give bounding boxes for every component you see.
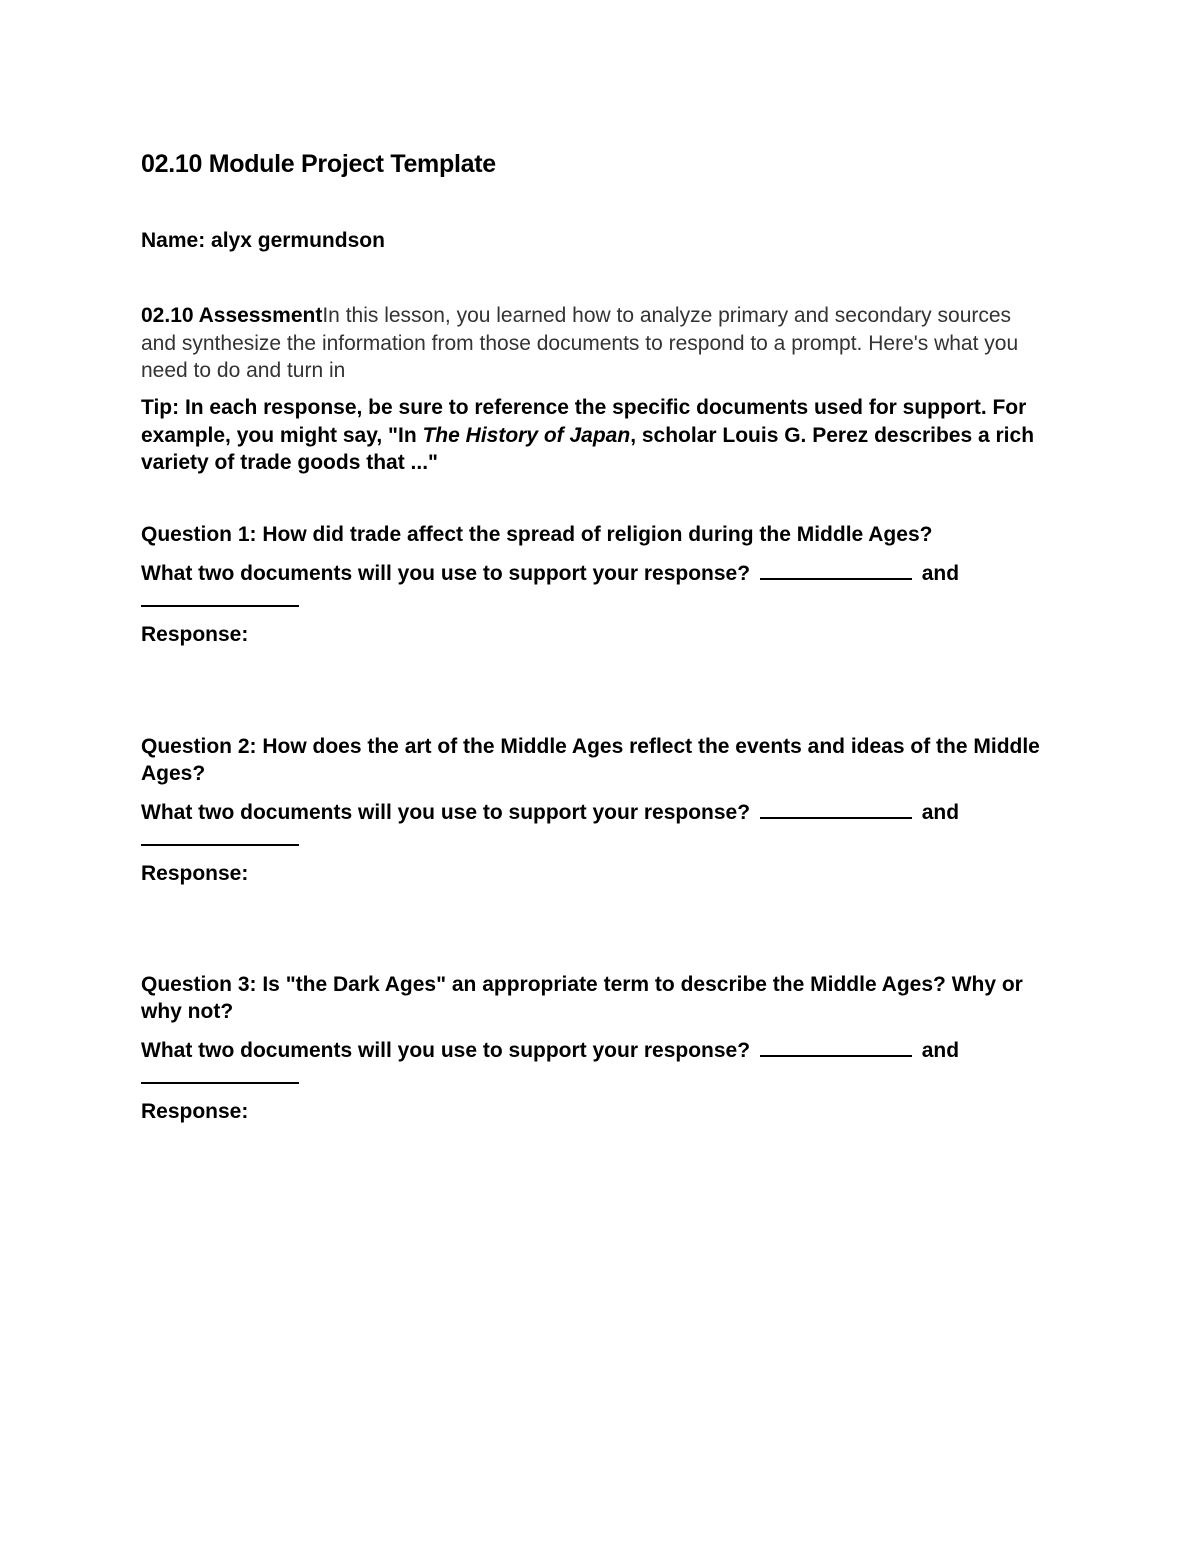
question-1-text: Question 1: How did trade affect the spread of religion during the Middle Ages? bbox=[141, 523, 933, 546]
docs-prompt: What two documents will you use to support your response? bbox=[141, 562, 751, 585]
and-word: and bbox=[921, 562, 960, 585]
question-2-block bbox=[141, 733, 1051, 887]
student-name: alyx germundson bbox=[211, 229, 385, 252]
document-blank-1[interactable] bbox=[760, 558, 912, 580]
tip-book-title: The History of Japan bbox=[422, 423, 631, 447]
name-label: Name: bbox=[141, 229, 206, 252]
question-3-block bbox=[141, 971, 1051, 1125]
question-1-block bbox=[141, 521, 1051, 648]
and-word: and bbox=[921, 801, 960, 824]
tip-paragraph bbox=[141, 394, 1041, 477]
document-blank-2[interactable] bbox=[141, 844, 299, 846]
assessment-heading: 02.10 Assessment bbox=[141, 304, 323, 327]
and-word: and bbox=[921, 1039, 960, 1062]
response-label: Response: bbox=[141, 623, 249, 646]
docs-prompt: What two documents will you use to support your response? bbox=[141, 801, 751, 824]
question-2-text: Question 2: How does the art of the Middle Ages reflect the events and ideas of the Middle Ages? bbox=[141, 735, 1040, 785]
response-label: Response: bbox=[141, 1100, 249, 1123]
assessment-text: In this lesson, you learned how to analyze primary and secondary sources and synthesize the information from those documents to respond to a prompt. Here's what you need to do and turn in bbox=[141, 304, 1019, 382]
question-3-docs-line bbox=[141, 1035, 1051, 1064]
response-label: Response: bbox=[141, 862, 249, 885]
student-name-line bbox=[141, 229, 385, 253]
tip-text-start: Tip: In each response, be sure to reference the specific documents used for support. For example, you might say, "In bbox=[141, 396, 1027, 447]
assessment-paragraph bbox=[141, 302, 1041, 385]
question-2-docs-line bbox=[141, 797, 1051, 826]
document-title: 02.10 Module Project Template bbox=[141, 150, 496, 178]
document-blank-2[interactable] bbox=[141, 1082, 299, 1084]
document-blank-1[interactable] bbox=[760, 797, 912, 819]
docs-prompt: What two documents will you use to support your response? bbox=[141, 1039, 751, 1062]
document-blank-2[interactable] bbox=[141, 605, 299, 607]
tip-text-end: , scholar Louis G. Perez describes a rich variety of trade goods that ..." bbox=[141, 423, 1035, 474]
document-blank-1[interactable] bbox=[760, 1035, 912, 1057]
question-3-text: Question 3: Is "the Dark Ages" an appropriate term to describe the Middle Ages? Why or why not? bbox=[141, 973, 1023, 1023]
question-1-docs-line bbox=[141, 558, 1051, 587]
